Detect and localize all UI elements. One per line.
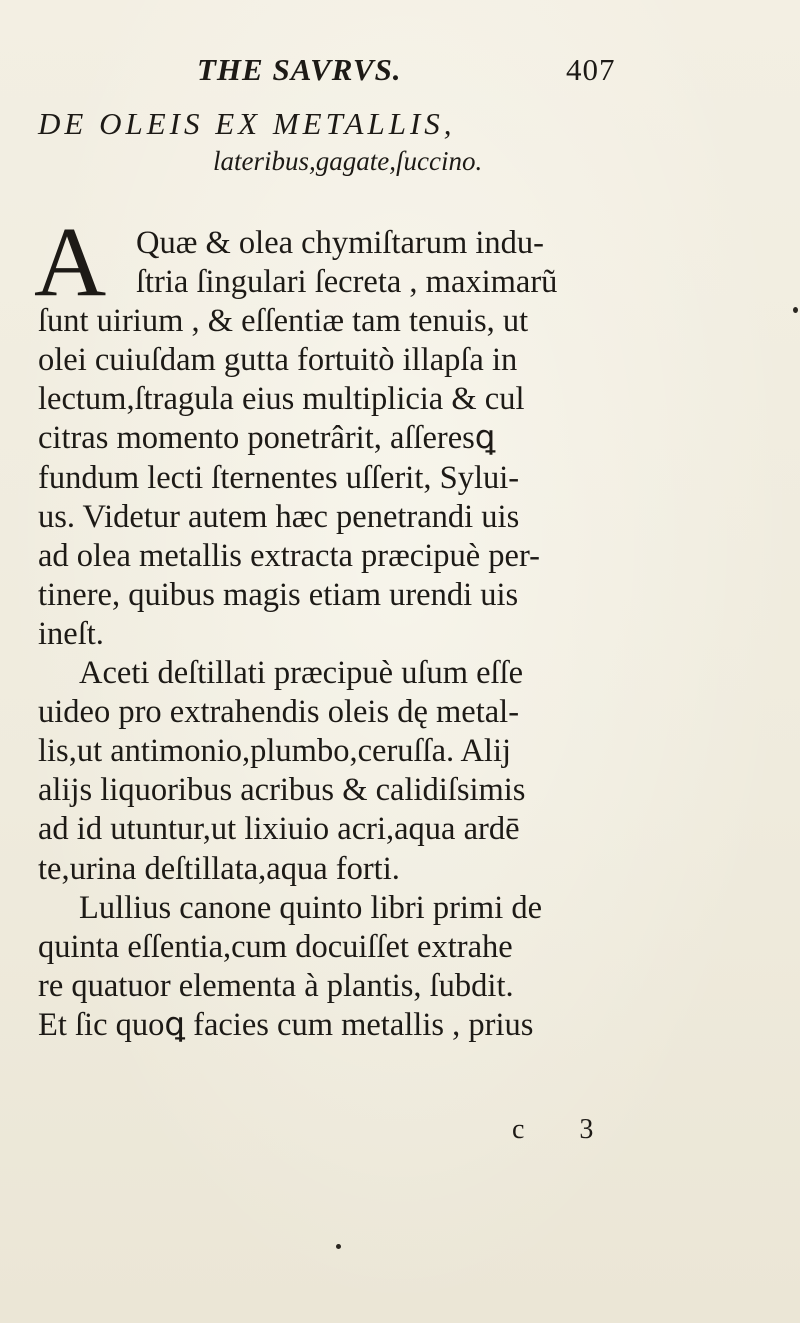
text-line: us. Videtur autem hæc penetrandi uis bbox=[38, 498, 520, 535]
body-text bbox=[38, 224, 650, 1045]
text-line: Aceti deſtillati præcipuè uſum eſſe bbox=[79, 655, 524, 692]
text-line: Lullius canone quinto libri primi de bbox=[79, 889, 543, 926]
text-line: lis,ut antimonio,plumbo,ceruſſa. Alij bbox=[38, 733, 512, 770]
text-line: olei cuiuſdam gutta fortuitò illapſa in bbox=[38, 342, 518, 379]
text-line: ad id utuntur,ut lixiuio acri,aqua ardē bbox=[38, 811, 520, 848]
chapter-heading: DE OLEIS EX METALLIS, bbox=[38, 106, 456, 141]
signature-mark: c 3 bbox=[512, 1114, 618, 1145]
text-line: ſtria ſingulari ſecreta , maximarũ bbox=[136, 264, 558, 301]
text-line: fundum lecti ſternentes uſſerit, Sylui- bbox=[38, 459, 520, 496]
running-title: THE SAVRVS. bbox=[197, 52, 402, 87]
text-line: Quæ & olea chymiſtarum indu- bbox=[136, 225, 544, 261]
text-line: alijs liquoribus acribus & calidiſsimis bbox=[38, 772, 526, 809]
text-line: Et ſic quoꝗ facies cum metallis , prius bbox=[38, 1006, 534, 1043]
page-number: 407 bbox=[566, 52, 616, 87]
text-line: lectum,ſtragula eius multiplicia & cul bbox=[38, 381, 525, 418]
running-head bbox=[0, 52, 800, 92]
ink-speck bbox=[793, 307, 798, 313]
text-line: quinta eſſentia,cum docuiſſet extrahe bbox=[38, 928, 513, 965]
drop-cap: A bbox=[34, 206, 107, 317]
text-line: ſunt uirium , & eſſentiæ tam tenuis, ut bbox=[38, 303, 529, 340]
text-line: citras momento ponetrârit, aſſeresꝗ bbox=[38, 420, 496, 457]
text-line: tinere, quibus magis etiam urendi uis bbox=[38, 576, 519, 613]
text-line: re quatuor elementa à plantis, ſubdit. bbox=[38, 967, 514, 1004]
chapter-subheading: lateribus,gagate,ſuccino. bbox=[213, 146, 483, 176]
ink-speck bbox=[336, 1244, 341, 1249]
text-line: uideo pro extrahendis oleis dę metal- bbox=[38, 694, 520, 731]
text-line: ad olea metallis extracta præcipuè per- bbox=[38, 537, 540, 574]
text-line: te,urina deſtillata,aqua forti. bbox=[38, 850, 400, 887]
text-line: ineſt. bbox=[38, 615, 104, 652]
